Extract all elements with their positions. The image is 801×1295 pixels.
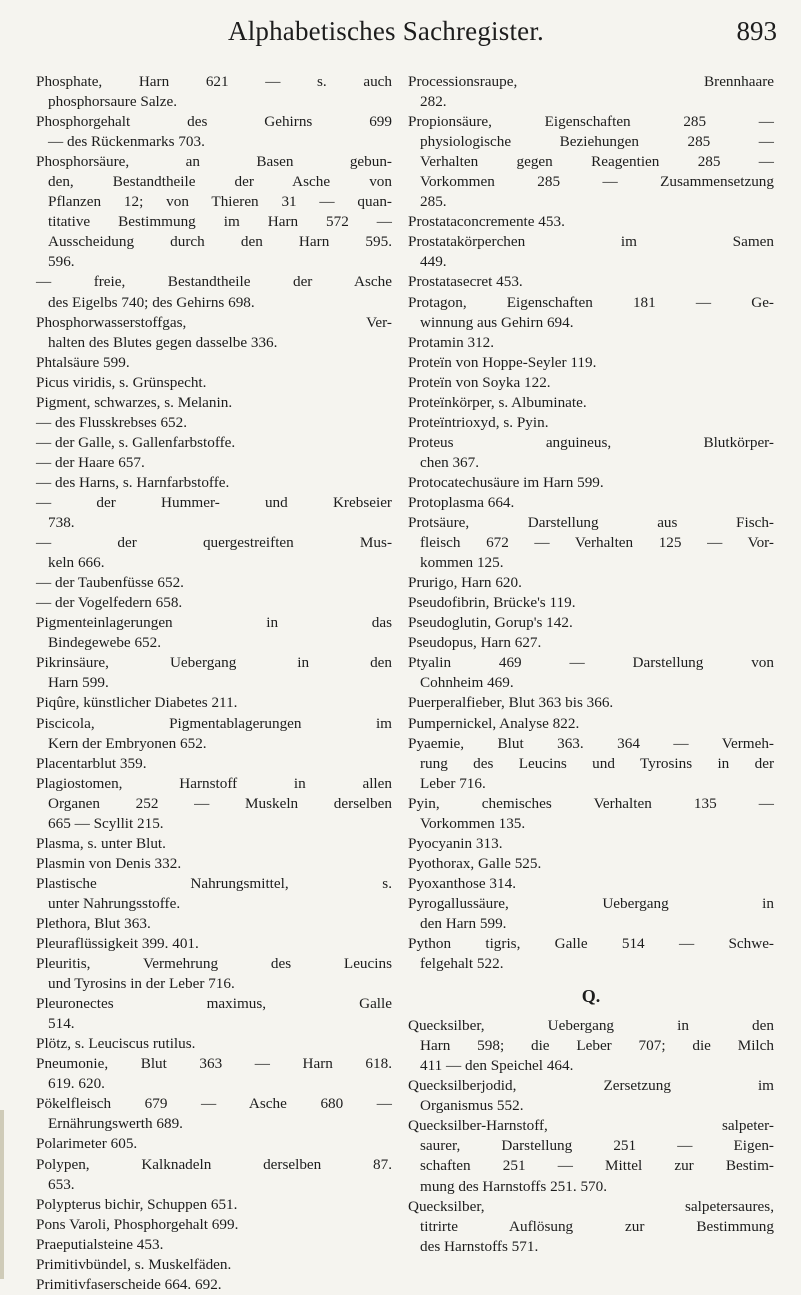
entry-line: Ptyalin 469 — Darstellung von <box>408 654 774 672</box>
entry-continuation-line: Harn 599. <box>48 674 109 692</box>
entry-line: — der Vogelfedern 658. <box>36 594 183 612</box>
index-entry <box>408 433 774 473</box>
entry-line: Plasma, s. unter Blut. <box>36 834 166 852</box>
index-entry <box>408 573 774 593</box>
entry-line: Prurigo, Harn 620. <box>408 574 522 592</box>
entry-continuation-line: Ernährungswerth 689. <box>48 1115 183 1133</box>
entry-line: Picus viridis, s. Grünspecht. <box>36 373 207 391</box>
index-entry <box>36 1255 392 1275</box>
index-entry <box>408 272 774 292</box>
entry-continuation-line: — des Rückenmarks 703. <box>48 133 205 151</box>
index-entry <box>36 954 392 994</box>
entry-continuation-line: 619. 620. <box>48 1075 105 1093</box>
index-entry <box>408 734 774 794</box>
entry-line: Proteïn von Hoppe-Seyler 119. <box>408 353 597 371</box>
entry-line: Quecksilberjodid, Zersetzung im <box>408 1077 774 1095</box>
index-entry <box>36 914 392 934</box>
entry-continuation-line: felgehalt 522. <box>420 955 504 973</box>
entry-continuation-line: Pflanzen 12; von Thieren 31 — quan- <box>48 193 392 211</box>
index-entry <box>408 513 774 573</box>
index-entry <box>36 1275 392 1295</box>
index-entry <box>36 453 392 473</box>
entry-continuation-line: physiologische Beziehungen 285 — <box>420 133 774 151</box>
index-entry <box>36 72 392 112</box>
entry-line: Plethora, Blut 363. <box>36 914 151 932</box>
entry-continuation-line: Vorkommen 285 — Zusammensetzung <box>420 173 774 191</box>
entry-line: Pons Varoli, Phosphorgehalt 699. <box>36 1215 239 1233</box>
entry-line: Pyoxanthose 314. <box>408 874 516 892</box>
entry-continuation-line: Kern der Embryonen 652. <box>48 734 207 752</box>
entry-line: Quecksilber, salpetersaures, <box>408 1197 774 1215</box>
entry-continuation-line: 653. <box>48 1175 75 1193</box>
index-entry <box>408 493 774 513</box>
page-header <box>0 16 801 56</box>
index-entry <box>36 313 392 353</box>
index-entry <box>408 613 774 633</box>
entry-continuation-line: Vorkommen 135. <box>420 814 526 832</box>
index-entry <box>408 293 774 333</box>
entry-line: Propionsäure, Eigenschaften 285 — <box>408 113 774 131</box>
entry-continuation-line: 411 — den Speichel 464. <box>420 1057 574 1075</box>
index-entry <box>408 1016 774 1076</box>
index-entry <box>36 714 392 754</box>
entry-line: — des Flusskrebses 652. <box>36 413 188 431</box>
index-entry <box>36 613 392 653</box>
entry-continuation-line: Organismus 552. <box>420 1097 524 1115</box>
entry-line: Python tigris, Galle 514 — Schwe- <box>408 935 774 953</box>
right-column <box>408 72 774 1257</box>
index-entry <box>408 112 774 212</box>
entry-continuation-line: den Harn 599. <box>420 914 507 932</box>
entry-line: Pleuronectes maximus, Galle <box>36 995 392 1013</box>
entry-line: Polarimeter 605. <box>36 1135 138 1153</box>
index-entry <box>36 112 392 152</box>
index-entry <box>36 1155 392 1195</box>
index-entry <box>36 653 392 693</box>
entry-line: Polypterus bichir, Schuppen 651. <box>36 1195 238 1213</box>
index-entry <box>36 754 392 774</box>
index-entry <box>408 413 774 433</box>
index-entry <box>36 1054 392 1094</box>
entry-continuation-line: 596. <box>48 253 75 271</box>
entry-line: Proteïnkörper, s. Albuminate. <box>408 393 587 411</box>
index-entry <box>36 433 392 453</box>
entry-line: Placentarblut 359. <box>36 754 147 772</box>
index-entry <box>408 393 774 413</box>
entry-continuation-line: Bindegewebe 652. <box>48 634 162 652</box>
entry-continuation-line: 282. <box>420 93 447 111</box>
entry-line: Pseudofibrin, Brücke's 119. <box>408 594 576 612</box>
index-entry <box>408 333 774 353</box>
index-entry <box>36 994 392 1034</box>
index-entry <box>36 353 392 373</box>
entry-line: Pyaemie, Blut 363. 364 — Vermeh- <box>408 734 774 752</box>
entry-line: Pyrogallussäure, Uebergang in <box>408 894 774 912</box>
entry-continuation-line: keln 666. <box>48 554 105 572</box>
entry-line: Piqûre, künstlicher Diabetes 211. <box>36 694 238 712</box>
entry-line: — freie, Bestandtheile der Asche <box>36 273 392 291</box>
entry-line: Phosphate, Harn 621 — s. auch <box>36 73 392 90</box>
index-entry <box>408 1197 774 1257</box>
index-entry <box>36 593 392 613</box>
index-entry <box>36 152 392 272</box>
index-entry <box>408 894 774 934</box>
index-entry <box>408 1116 774 1196</box>
entry-line: Phosphorgehalt des Gehirns 699 <box>36 113 392 131</box>
entry-line: Pigmenteinlagerungen in das <box>36 614 392 632</box>
entry-continuation-line: mung des Harnstoffs 251. 570. <box>420 1177 608 1195</box>
entry-line: Primitivbündel, s. Muskelfäden. <box>36 1255 232 1273</box>
index-entry <box>408 373 774 393</box>
entry-line: Pyocyanin 313. <box>408 834 503 852</box>
index-entry <box>36 473 392 493</box>
entry-line: Pseudoglutin, Gorup's 142. <box>408 614 573 632</box>
entry-continuation-line: chen 367. <box>420 453 480 471</box>
index-entry <box>408 794 774 834</box>
entry-line: Prostatasecret 453. <box>408 273 523 291</box>
entry-continuation-line: des Eigelbs 740; des Gehirns 698. <box>48 293 255 311</box>
index-entry <box>36 1215 392 1235</box>
index-entry <box>408 653 774 693</box>
entry-line: Proteus anguineus, Blutkörper- <box>408 433 774 451</box>
entry-line: Pseudopus, Harn 627. <box>408 634 542 652</box>
index-entry <box>36 1235 392 1255</box>
entry-line: Prostataconcremente 453. <box>408 213 565 231</box>
entry-continuation-line: saurer, Darstellung 251 — Eigen- <box>420 1137 774 1155</box>
entry-line: Plagiostomen, Harnstoff in allen <box>36 774 392 792</box>
entry-line: Pyothorax, Galle 525. <box>408 854 542 872</box>
entry-continuation-line: und Tyrosins in der Leber 716. <box>48 975 235 993</box>
entry-line: Pigment, schwarzes, s. Melanin. <box>36 393 233 411</box>
index-entry <box>36 1034 392 1054</box>
index-entry <box>36 393 392 413</box>
entry-continuation-line: schaften 251 — Mittel zur Bestim- <box>420 1157 774 1175</box>
entry-continuation-line: rung des Leucins und Tyrosins in der <box>420 754 774 772</box>
entry-line: Praeputialsteine 453. <box>36 1235 164 1253</box>
entry-continuation-line: winnung aus Gehirn 694. <box>420 313 574 331</box>
index-entry <box>36 874 392 914</box>
index-entry <box>408 714 774 734</box>
index-entry <box>36 373 392 393</box>
index-entry <box>408 693 774 713</box>
index-entry <box>408 633 774 653</box>
entry-line: — der Haare 657. <box>36 453 145 471</box>
entry-line: Processionsraupe, Brennhaare <box>408 73 774 90</box>
index-entry <box>408 72 774 112</box>
entry-line: Quecksilber-Harnstoff, salpeter- <box>408 1117 774 1135</box>
entry-line: Protsäure, Darstellung aus Fisch- <box>408 514 774 532</box>
entry-continuation-line: kommen 125. <box>420 554 504 572</box>
entry-line: — der Galle, s. Gallenfarbstoffe. <box>36 433 236 451</box>
index-entry <box>408 232 774 272</box>
index-entry <box>36 573 392 593</box>
index-entry <box>408 834 774 854</box>
index-entry <box>36 854 392 874</box>
entry-continuation-line: des Harnstoffs 571. <box>420 1237 539 1255</box>
index-entry <box>36 533 392 573</box>
entry-line: Prostatakörperchen im Samen <box>408 233 774 251</box>
entry-line: Primitivfaserscheide 664. 692. <box>36 1275 222 1293</box>
entry-continuation-line: Cohnheim 469. <box>420 674 514 692</box>
page-number: 893 <box>736 16 777 46</box>
entry-line: Pleuritis, Vermehrung des Leucins <box>36 955 392 973</box>
right-entries <box>408 72 774 974</box>
index-entry <box>36 1195 392 1215</box>
q-entries <box>408 1016 774 1257</box>
index-entry <box>408 212 774 232</box>
entry-line: Pyin, chemisches Verhalten 135 — <box>408 794 774 812</box>
entry-continuation-line: Harn 598; die Leber 707; die Milch <box>420 1037 774 1055</box>
entry-line: Proteïntrioxyd, s. Pyin. <box>408 413 549 431</box>
index-entry <box>408 854 774 874</box>
entry-continuation-line: phosphorsaure Salze. <box>48 93 178 111</box>
entry-continuation-line: Ausscheidung durch den Harn 595. <box>48 233 392 251</box>
left-column <box>36 72 392 1295</box>
entry-line: Protocatechusäure im Harn 599. <box>408 473 604 491</box>
entry-continuation-line: den, Bestandtheile der Asche von <box>48 173 392 191</box>
entry-line: Plötz, s. Leuciscus rutilus. <box>36 1035 196 1053</box>
entry-line: — des Harns, s. Harnfarbstoffe. <box>36 473 230 491</box>
index-entry <box>408 473 774 493</box>
entry-continuation-line: titative Bestimmung im Harn 572 — <box>48 213 392 231</box>
section-heading-q: Q. <box>581 986 601 1007</box>
entry-continuation-line: Organen 252 — Muskeln derselben <box>48 794 392 812</box>
page-edge-shadow <box>0 1110 4 1279</box>
entry-line: Phosphorsäure, an Basen gebun- <box>36 153 392 171</box>
entry-line: Phtalsäure 599. <box>36 353 130 371</box>
entry-line: — der Taubenfüsse 652. <box>36 574 184 592</box>
entry-line: Plastische Nahrungsmittel, s. <box>36 874 392 892</box>
entry-line: Plasmin von Denis 332. <box>36 854 182 872</box>
entry-line: Proteïn von Soyka 122. <box>408 373 551 391</box>
entry-continuation-line: Leber 716. <box>420 774 486 792</box>
entry-line: Polypen, Kalknadeln derselben 87. <box>36 1155 392 1173</box>
entry-continuation-line: Verhalten gegen Reagentien 285 — <box>420 153 774 171</box>
index-entry <box>36 1094 392 1134</box>
entry-line: Protamin 312. <box>408 333 495 351</box>
entry-line: Pneumonie, Blut 363 — Harn 618. <box>36 1055 392 1073</box>
index-entry <box>408 353 774 373</box>
entry-line: Protoplasma 664. <box>408 493 515 511</box>
entry-continuation-line: 449. <box>420 253 447 271</box>
entry-continuation-line: 514. <box>48 1015 75 1033</box>
index-entry <box>408 593 774 613</box>
entry-continuation-line: fleisch 672 — Verhalten 125 — Vor- <box>420 534 774 552</box>
index-entry <box>36 1134 392 1154</box>
entry-line: Pikrinsäure, Uebergang in den <box>36 654 392 672</box>
entry-continuation-line: 738. <box>48 514 75 532</box>
entry-line: Phosphorwasserstoffgas, Ver- <box>36 313 392 331</box>
index-entry <box>36 774 392 834</box>
entry-line: Pleuraflüssigkeit 399. 401. <box>36 935 199 953</box>
index-entry <box>36 493 392 533</box>
entry-line: Piscicola, Pigmentablagerungen im <box>36 714 392 732</box>
index-entry <box>36 413 392 433</box>
index-entry <box>36 272 392 312</box>
entry-line: Quecksilber, Uebergang in den <box>408 1017 774 1035</box>
entry-line: Protagon, Eigenschaften 181 — Ge- <box>408 293 774 311</box>
entry-continuation-line: titrirte Auflösung zur Bestimmung <box>420 1217 774 1235</box>
entry-line: Puerperalfieber, Blut 363 bis 366. <box>408 694 614 712</box>
index-entry <box>36 693 392 713</box>
index-entry <box>36 934 392 954</box>
entry-line: Pumpernickel, Analyse 822. <box>408 714 580 732</box>
index-entry <box>408 934 774 974</box>
entry-continuation-line: 665 — Scyllit 215. <box>48 814 164 832</box>
entry-continuation-line: unter Nahrungsstoffe. <box>48 894 181 912</box>
index-entry <box>408 1076 774 1116</box>
entry-line: — der quergestreiften Mus- <box>36 534 392 552</box>
index-entry <box>36 834 392 854</box>
entry-line: — der Hummer- und Krebseier <box>36 493 392 511</box>
entry-continuation-line: 285. <box>420 193 447 211</box>
entry-continuation-line: halten des Blutes gegen dasselbe 336. <box>48 333 278 351</box>
entry-line: Pökelfleisch 679 — Asche 680 — <box>36 1095 392 1113</box>
running-title: Alphabetisches Sachregister. <box>228 16 545 46</box>
index-entry <box>408 874 774 894</box>
